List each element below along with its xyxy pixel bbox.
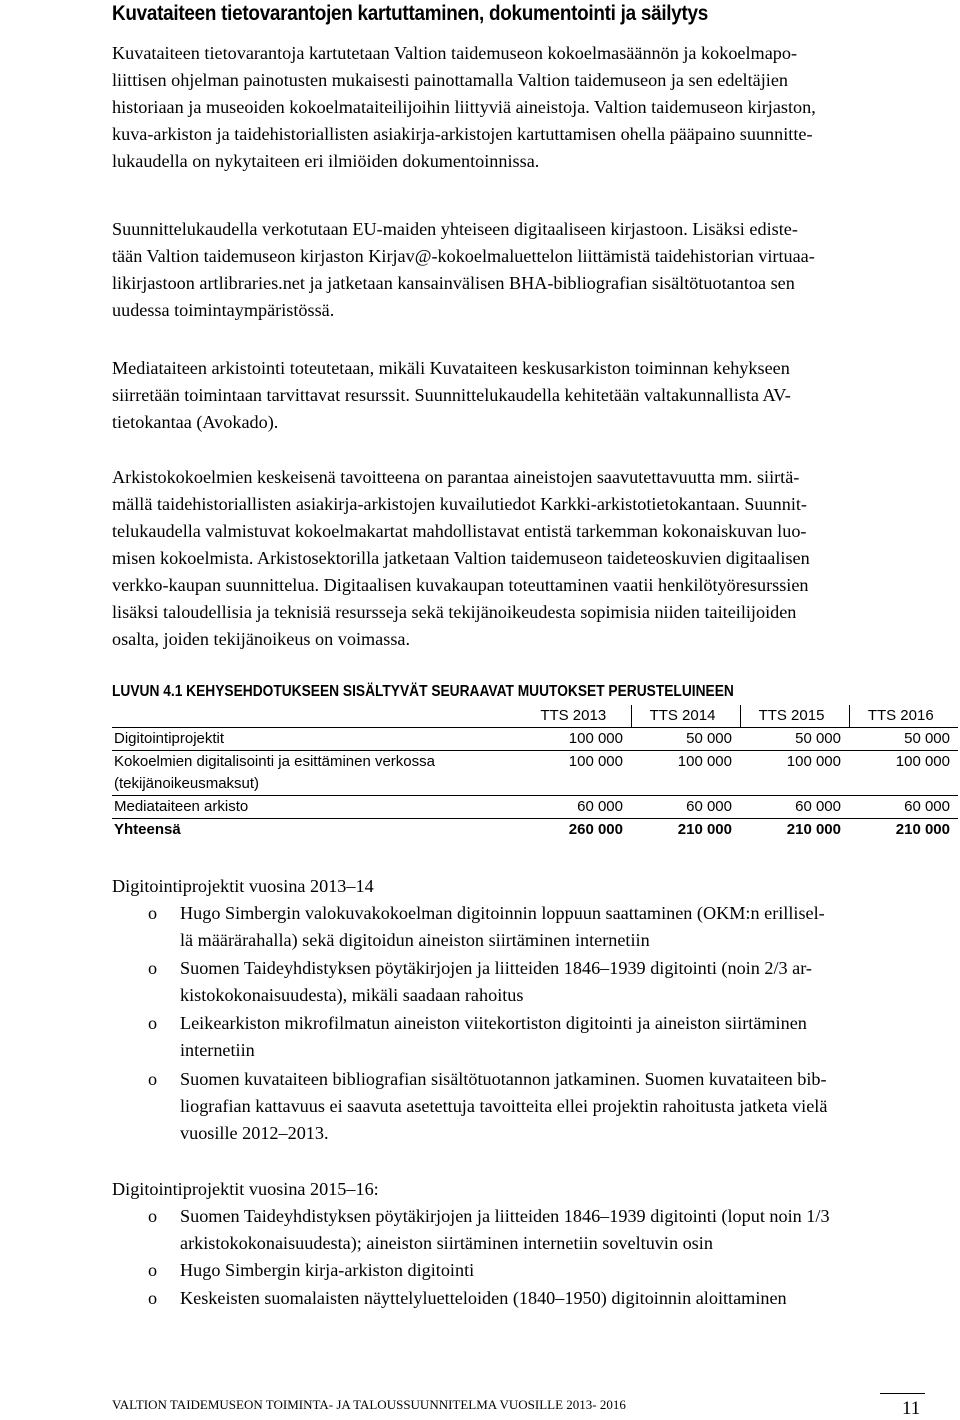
text-line: Suunnittelukaudella verkotutaan EU-maiden yhteiseen digitaaliseen kirjastoon. Lisäksi ediste- (112, 219, 798, 239)
row-label: Digitointiprojektit (112, 728, 522, 751)
text-line: Hugo Simbergin kirja-arkiston digitointi (180, 1260, 475, 1280)
text-line: telukaudella valmistuvat kokoelmakartat mahdollistavat entistä tarkemman kokonaiskuvan luo- (112, 521, 807, 541)
page-footer: VALTION TAIDEMUSEON TOIMINTA- JA TALOUSSUUNNITELMA VUOSILLE 2013- 2016 (112, 1397, 626, 1412)
section-heading: Kuvataiteen tietovarantojen kartuttaminen, dokumentointi ja säilytys (112, 2, 709, 25)
total-cell: 260 000 (568, 821, 623, 838)
column-header: TTS 2013 (522, 705, 631, 728)
footer-rule (880, 1393, 925, 1394)
table-cell: 100 000 (522, 751, 631, 796)
table-cell: 100 000 (849, 751, 958, 796)
table-total-row (112, 819, 958, 842)
column-header: TTS 2016 (849, 705, 958, 728)
bullet-icon: o (148, 958, 158, 978)
column-header: TTS 2015 (740, 705, 849, 728)
text-line: Kuvataiteen tietovarantoja kartutetaan Valtion taidemuseon kokoelmasäännön ja kokoelmapo- (112, 43, 798, 63)
list-heading-2013-14: Digitointiprojektit vuosina 2013–14 (112, 876, 374, 896)
text-line: Suomen Taideyhdistyksen pöytäkirjojen ja liitteiden 1846–1939 digitointi (loput noin 1/3 (180, 1206, 830, 1226)
text-line: vuosille 2012–2013. (180, 1123, 329, 1143)
total-cell: 210 000 (895, 821, 950, 838)
text-line: tään Valtion taidemuseon kirjaston Kirjav@-kokoelmaluettelon liittämistä taidehistorian virtuaa- (112, 246, 815, 266)
text-line: Leikearkiston mikrofilmatun aineiston viitekortiston digitointi ja aineiston siirtäminen (180, 1013, 807, 1033)
text-line: verkko-kaupan suunnittelua. Digitaalisen kuvakaupan toteuttaminen vaatii henkilötyöresurssien (112, 575, 809, 595)
paragraph-archive-collections (112, 464, 948, 653)
text-line: arkistokokonaisuudesta); aineiston siirtäminen internetiin soveltuvin osin (180, 1233, 713, 1253)
text-line: Arkistokokoelmien keskeisenä tavoitteena on parantaa aineistojen saavutettavuutta mm. siirtä- (112, 467, 800, 487)
bullet-icon: o (148, 1013, 158, 1033)
text-line: historiaan ja museoiden kokoelmataiteilijoihin liittyviä aineistoja. Valtion taidemuseon kirjaston, (112, 97, 816, 117)
text-line: liittisen ohjelman painotusten mukaisesti painottamalla Valtion taidemuseon ja sen edeltäjien (112, 70, 788, 90)
paragraph-eu-library (112, 216, 948, 324)
bullet-icon: o (148, 1260, 158, 1280)
text-line: lisäksi taloudellisia ja teknisiä resursseja sekä tekijänoikeudesta sopimisia niiden taiteilijoiden (112, 602, 797, 622)
text-line: lukaudella on nykytaiteen eri ilmiöiden dokumentoinnissa. (112, 151, 540, 171)
row-label: Mediataiteen arkisto (112, 796, 522, 819)
table-cell: 60 000 (740, 796, 849, 819)
table-header-row (112, 705, 958, 728)
table-cell: 60 000 (631, 796, 740, 819)
text-line: lä määrärahalla) sekä digitoidun aineiston siirtäminen internetiin (180, 930, 650, 950)
table-row (112, 796, 958, 819)
text-line: Hugo Simbergin valokuvakokoelman digitoinnin loppuun saattaminen (OKM:n erillisel- (180, 903, 825, 923)
column-header: TTS 2014 (631, 705, 740, 728)
table-title: LUVUN 4.1 KEHYSEHDOTUKSEEN SISÄLTYVÄT SEURAAVAT MUUTOKSET PERUSTELUINEEN (112, 683, 734, 700)
text-line: kuva-arkiston ja taidehistoriallisten asiakirja-arkistojen kartuttamisen ohella pääpaino suunnitte- (112, 124, 813, 144)
row-label: Kokoelmien digitalisointi ja esittäminen verkossa (tekijänoikeusmaksut) (112, 751, 522, 796)
total-label: Yhteensä (114, 821, 181, 838)
table-cell: 60 000 (522, 796, 631, 819)
table-cell: 100 000 (740, 751, 849, 796)
page-number: 11 (902, 1398, 921, 1419)
text-line: Mediataiteen arkistointi toteutetaan, mikäli Kuvataiteen keskusarkiston toiminnan kehykseen (112, 358, 790, 378)
table-cell: 50 000 (631, 728, 740, 751)
text-line: kistokokonaisuudesta), mikäli saadaan rahoitus (180, 985, 524, 1005)
paragraph-media-art (112, 355, 948, 436)
paragraph-collection-policy (112, 40, 948, 175)
table-row (112, 751, 958, 796)
text-line: siirretään toimintaan tarvittavat resurssit. Suunnittelukaudella kehitetään valtakunnallista AV- (112, 385, 791, 405)
text-line: Suomen kuvataiteen bibliografian sisältötuotannon jatkaminen. Suomen kuvataiteen bib- (180, 1069, 827, 1089)
text-line: mällä taidehistoriallisten asiakirja-arkistojen kuvailutiedot Karkki-arkistotietokantaan. Suunnit- (112, 494, 807, 514)
table-header-empty (112, 705, 522, 728)
text-line: Suomen Taideyhdistyksen pöytäkirjojen ja liitteiden 1846–1939 digitointi (noin 2/3 ar- (180, 958, 812, 978)
bullet-icon: o (148, 903, 158, 923)
table-cell: 60 000 (849, 796, 958, 819)
text-line: likirjastoon artlibraries.net ja jatketaan kansainvälisen BHA-bibliografian sisältötuotantoa sen (112, 273, 795, 293)
bullet-icon: o (148, 1069, 158, 1089)
text-line: internetiin (180, 1040, 255, 1060)
text-line: uudessa toimintaympäristössä. (112, 300, 335, 320)
text-line: tietokantaa (Avokado). (112, 412, 279, 432)
table-cell: 100 000 (522, 728, 631, 751)
list-heading-2015-16: Digitointiprojektit vuosina 2015–16: (112, 1179, 379, 1199)
budget-table (112, 705, 958, 841)
total-cell: 210 000 (786, 821, 841, 838)
table-row (112, 728, 958, 751)
bullet-icon: o (148, 1288, 158, 1308)
table-cell: 100 000 (631, 751, 740, 796)
text-line: Keskeisten suomalaisten näyttelyluetteloiden (1840–1950) digitoinnin aloittaminen (180, 1288, 787, 1308)
table-cell: 50 000 (740, 728, 849, 751)
table-cell: 50 000 (849, 728, 958, 751)
text-line: osalta, joiden tekijänoikeus on voimassa. (112, 629, 411, 649)
text-line: liografian kattavuus ei saavuta asetettuja tavoitteita ellei projektin rahoitusta jatketa vielä (180, 1096, 828, 1116)
bullet-icon: o (148, 1206, 158, 1226)
total-cell: 210 000 (677, 821, 732, 838)
text-line: misen kokoelmista. Arkistosektorilla jatketaan Valtion taidemuseon taideteoskuvien digitaalisen (112, 548, 810, 568)
